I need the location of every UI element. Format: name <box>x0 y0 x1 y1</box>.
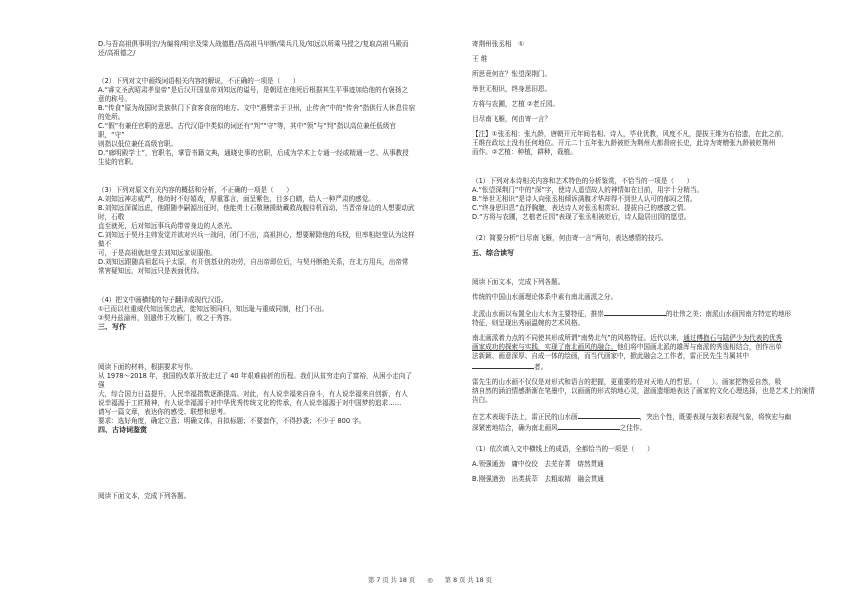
poem-note-line: 而作。②艺植：种植，耕种，栽植。 <box>472 148 577 156</box>
left-column <box>98 40 416 501</box>
question-option: B.“举世无相识”是诗人向张丞相倾诉满腹才华却得不到世人认可的郁闷之情。 <box>472 195 697 203</box>
text-line: ①已而以杜重威代知远领忠武，徙知远领同归，知远耻与重威同制，杜门不出。 <box>98 304 329 313</box>
spacer <box>98 455 416 461</box>
text-line: 阅读下面文本，完成下列各题。 <box>98 492 191 501</box>
paragraph: 特征，则呈现出秀丽温婉的艺术风格。 <box>472 319 585 327</box>
page-footer <box>0 575 860 584</box>
instruction: 阅读下面文本，完成下列各题。 <box>472 278 565 286</box>
question-option: B.刚强遒劲 出类拔萃 去粗取精 融会贯通 <box>472 475 604 483</box>
spacer <box>98 65 416 71</box>
text-line: 则指以低位兼任高级官职。 <box>98 140 178 149</box>
blank-line <box>472 361 534 369</box>
question-stem: （1）下列对本诗相关内容和艺术特色的分析鉴赏，不恰当的一项是（ ） <box>472 177 694 185</box>
poem-line: 所思竟何在？怅望深荆门。 <box>472 70 552 78</box>
blank-line <box>578 411 640 419</box>
text-line: 意的称号。 <box>98 95 131 104</box>
question-stem: （2）简要分析“目尽南飞雁，何由寄一言”两句，表达感情的技巧。 <box>472 234 668 242</box>
text-line: B.刘知远深谋远虑，他跟随李嗣源出征时，他能勇士石敬瑭援助藏救战舰待机而动，当晋帝身边的人想要动武时，石敬 <box>98 204 415 222</box>
text-line: B.“传食”原为战国时贵族供门下食客食宿的地方。文中“遇赞亲于卫州，止传舍”中的“传舍”指供行人休息住宿 <box>98 104 416 113</box>
poem-note-line: 【注】①张丞相：张九龄，唐朝开元年间名相、诗人，毕业优教，风度不凡，提拔王维为右拾遗，在此之前， <box>472 130 788 138</box>
text-line: A.“睿文圣武昭肃孝皇帝”是后汉开国皇帝刘知远的谥号，是朝廷在他死后根据其生平事迹加给他的有褒扬之 <box>98 86 409 95</box>
poem-note-line: 王维在政坛上没有任何地位。开元二十五年张九龄被贬为荆州大都督府长史，此诗为寄赠张九龄被贬荆州 <box>472 139 776 147</box>
text-line: （4）把文中画横线的句子翻译成现代汉语。 <box>98 295 228 304</box>
paragraph: 深紧密地结合，确为南北画风 之佳作。 <box>472 424 647 432</box>
question-stem: （1）依次填入文中横线上的成语，全都恰当的一项是（ ） <box>472 445 654 453</box>
text-line: 可，于是高祖就赵莹去刘知远家说服他。 <box>98 249 217 258</box>
text-line: D.刘知远跟随高祖起兵于太原，有开创基业的功劳，自出帝即位后，与契丹断绝关系，在北方用兵，出帝常 <box>98 258 409 267</box>
text-line: （3）下列对原文有关内容的概括和分析，不正确的一项是（ ） <box>98 186 293 195</box>
text-line: 大，综合国力日益提升，人民幸福指数逐渐提高。对此，有人说幸福来自奋斗，有人说幸福来自创新，有人 <box>98 390 408 399</box>
spacer <box>98 442 416 448</box>
page-separator-icon: ◎ <box>427 577 433 584</box>
question-option: A.“怅望深荆门”中的“深”字，使诗人遥望故人的神情如在目前，用字十分精当。 <box>472 186 704 194</box>
paragraph: 在艺术表现手法上，雷正民的山水画 ，突出个性，既要表现与轰彩表现气象，将恢宏与幽 <box>472 413 792 421</box>
paragraph: 者。 <box>472 361 817 372</box>
text-line: 直至就死，后对知远事兵尚带帝身边的人杀光。 <box>98 222 237 231</box>
text-line: 生徒的官职。 <box>98 158 138 167</box>
text-line: ②契丹兹渝州，别遣伟王攻雁门，败之于秀容。 <box>98 313 236 322</box>
spacer <box>98 480 416 486</box>
section-heading: 三、写作 <box>98 322 126 331</box>
paragraph: 法新颖、画意深厚、自成一体的绘画，而当代画家中，掀此融会之工作者，雷正民先生当属其中 <box>472 352 749 360</box>
text-line: C.刘知远于契丹主帅发觉并欲对兴兵一战问，闭门不出，高祖担心，想要解除他的兵权，但率相赵莹认为这样做不 <box>98 231 415 249</box>
text-line: D.“廊明殿学士”，官职名，掌管书籍文典，通晓史事的官职，后成为学术上专通一经或精通一艺、从事教授 <box>98 149 409 158</box>
text-line: 从 1978～2018 年，我国的改革开放走过了 40 年艰难曲折的历程。我们从贫穷走向了富裕，从困小走向了强 <box>98 372 413 390</box>
text-line: 的处所。 <box>98 113 125 122</box>
text-line: A.刘知远神志威严，他幼时不好嬉戏，厚重寡言，面呈紫色，目多白睛，给人一种严肃的感觉。 <box>98 195 375 204</box>
poem-author: 王 维 <box>472 55 488 63</box>
paragraph: 纳自然的涵泊情感渐渐在笔墨中，以画画的形式纳地心灵，滋画遗细地表达了画家的文化心理选择，也是艺术上的演情告白。 <box>472 387 815 404</box>
text-line: 还/高祖德之/ <box>98 49 136 57</box>
spacer <box>98 283 416 289</box>
poem-title: 寄荆州张丞相 ① <box>472 40 525 48</box>
spacer <box>98 351 416 357</box>
section-heading: 五、综合读写 <box>472 249 514 257</box>
blank-line <box>558 422 620 430</box>
text-line: 说幸福源于工匠精神，有人说幸福源于对中华优秀传统文化的传承，有人说幸福源于对中国梦的追求…… <box>98 399 402 408</box>
question-option: A.领强通劲 庸中佼佼 去芜存菁 熔然贯通 <box>472 460 604 468</box>
text-line: D.与吾高祖俱事明宗/为编将/明宗及梁人战德胜/吾高祖马甲断/梁兵几及/知远以所乘马授之/复取高祖马殿而 <box>98 40 409 48</box>
text-line: 阅读下面的材料，根据要求写作。 <box>98 363 197 372</box>
question-option: C.“终身思旧恩”直抒胸臆，表达诗人对张丞相赏识、提拔自己的感激之情。 <box>472 204 690 212</box>
section-heading: 四、古诗词鉴赏 <box>98 426 147 435</box>
paragraph: 南北画派着力点的不同使其形成所谓“南势北气”的风格特征。近代以来，通过傅抱石与陆俨少为代表的优秀 <box>472 334 783 342</box>
text-line: 请写一篇文章，表达你的感受、联想和思考。 <box>98 408 230 417</box>
paragraph: 画家成功的探索与实践，实现了南北画风的融合。他们将中国画北派的雄浑与南派的秀逸相结合，创作出单 <box>472 343 782 351</box>
paragraph: 传统的中国山水画理论体系中素有南北画派之分。 <box>472 293 618 301</box>
right-column <box>472 40 817 484</box>
spacer <box>98 174 416 180</box>
poem-line: 目尽南飞雁，何由寄一言？ <box>472 115 552 123</box>
page-number-left: 第 7 页 共 18 页 <box>368 577 416 584</box>
underlined-sentence: 画家成功的探索与实践，实现了南北画风的融合。 <box>472 343 618 351</box>
text-line: （2）下列对文中画线词语相关内容的解说，不正确的一项是（ ） <box>98 77 300 86</box>
paragraph: 北派山水画以布置全山大水为主要特征，推崇 的壮伟之美；南派山水画因南方特定的地形 <box>472 310 792 318</box>
text-line: C.“假”有兼任官职的意思。古代汉语中类似的词还有“判”“守”等，其中“领”与“判”指以高位兼任低级官职，“守” <box>98 122 397 140</box>
underlined-sentence: 通过傅抱石与陆俨少为代表的优秀 <box>683 334 783 342</box>
text-line: 常害疑知远，对知远只是表面优待。 <box>98 267 204 276</box>
blank-line <box>604 308 666 316</box>
page-number-right: 第 8 页 共 18 页 <box>444 577 492 584</box>
text-line: 要求：选好角度，确定立意；明确文体，自拟标题；不要套作，不得抄袭；不少于 800 字。 <box>98 417 366 426</box>
spacer <box>98 467 416 473</box>
poem-line: 方将与农圃，艺植 ②老丘园。 <box>472 100 560 108</box>
spacer <box>98 338 416 344</box>
paragraph: 雷先生的山水画不仅仅是对形式和语言的把握，更重要的是对天地人的哲思。（ ）。画家把物爱自然，吸 <box>472 378 782 386</box>
poem-line: 举世无相识，终身思旧恩。 <box>472 85 552 93</box>
question-option: D.“方将与农圃，艺植老丘园”表现了张丞相被贬后，诗人隐居田园的愿望。 <box>472 213 691 221</box>
